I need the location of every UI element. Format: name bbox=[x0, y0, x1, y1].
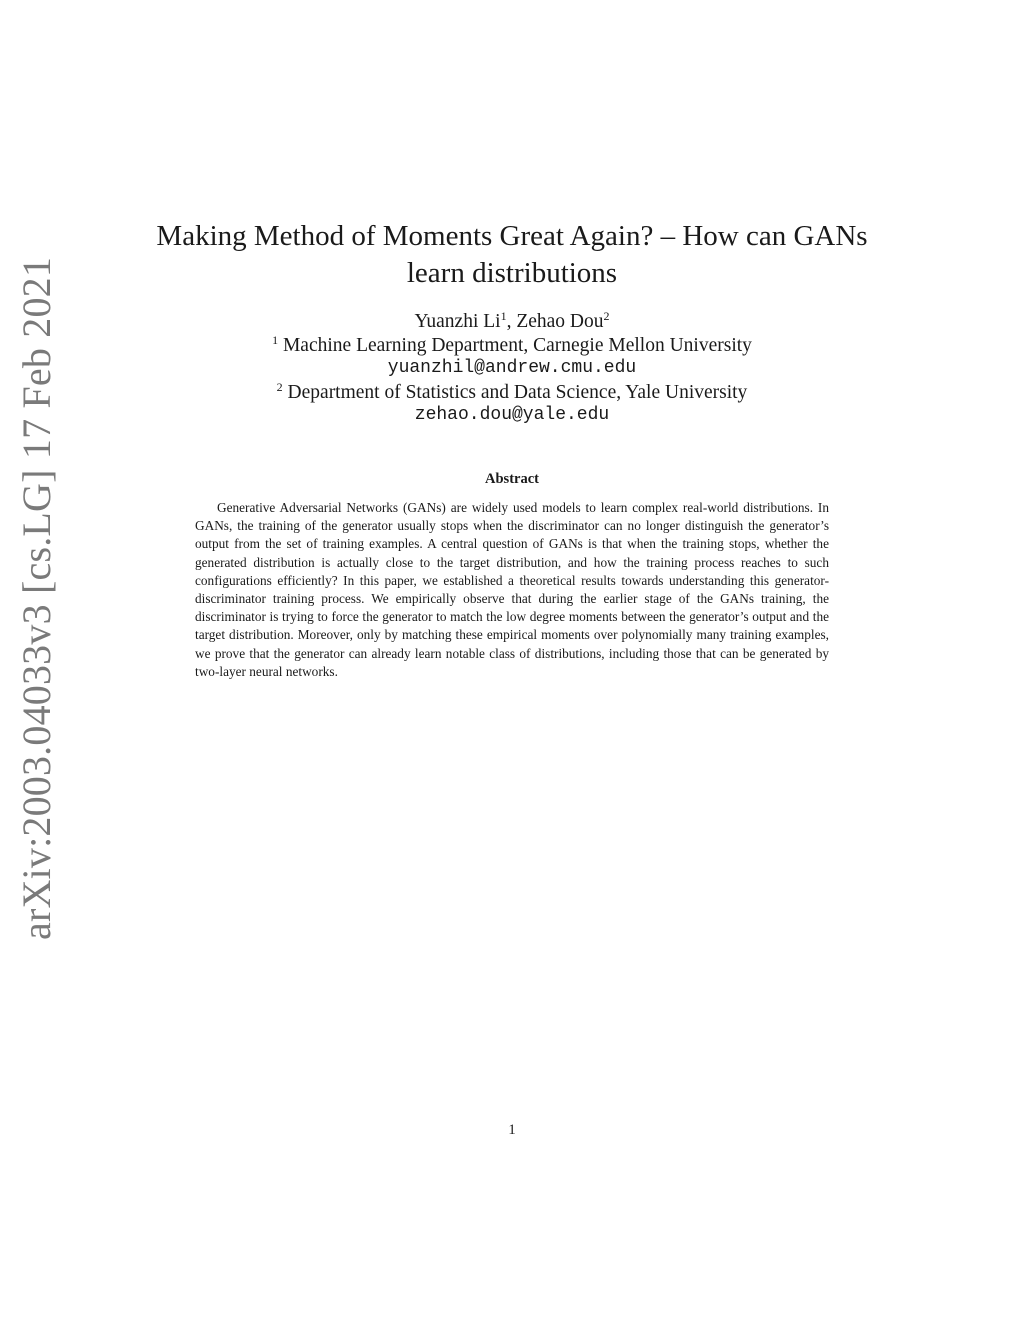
author-block bbox=[120, 310, 904, 428]
author-line bbox=[120, 310, 904, 334]
affiliation-2 bbox=[120, 381, 904, 405]
title-line-1: Making Method of Moments Great Again? – How can GANs bbox=[156, 220, 868, 252]
abstract-text: Generative Adversarial Networks (GANs) are widely used models to learn complex real-world distributions. In GANs, the training of the generator usually stops when the discriminator can no longer distinguish the generator’s output from the set of training examples. A central question of GANs is that when the training stops, whether the generated distribution is actually close to the target distribution, and how the training process reaches to such configurations efficiently? In this paper, we established a theoretical results towards understanding this generator-discriminator training process. We empirically observe that during the earlier stage of the GANs training, the discriminator is trying to force the generator to match the low degree moments between the generator’s output and the target distribution. Moreover, only by matching these empirical moments over polynomially many training examples, we prove that the generator can already learn notable class of distributions, including those that can be generated by two-layer neural networks. bbox=[195, 500, 829, 679]
affiliation-2-email[interactable]: zehao.dou@yale.edu bbox=[414, 405, 610, 425]
affiliation-2-name: Department of Statistics and Data Science, Yale University bbox=[287, 381, 748, 403]
author-separator: , bbox=[506, 311, 517, 332]
affiliation-1-name: Machine Learning Department, Carnegie Mellon University bbox=[282, 334, 752, 356]
abstract-heading: Abstract bbox=[485, 471, 539, 487]
author-2-mark: 2 bbox=[603, 309, 610, 323]
affiliation-2-mark: 2 bbox=[276, 379, 283, 394]
affiliation-1-email[interactable]: yuanzhil@andrew.cmu.edu bbox=[387, 358, 637, 378]
arxiv-stamp: arXiv:2003.04033v3 [cs.LG] 17 Feb 2021 bbox=[14, 256, 59, 940]
page-number: 1 bbox=[508, 1122, 516, 1138]
paper-title bbox=[120, 218, 904, 292]
author-2-name: Zehao Dou bbox=[516, 311, 604, 332]
author-1-name: Yuanzhi Li bbox=[414, 311, 501, 332]
affiliation-1 bbox=[120, 334, 904, 358]
author-1-mark: 1 bbox=[500, 309, 507, 323]
title-line-2: learn distributions bbox=[406, 257, 618, 289]
affiliation-1-mark: 1 bbox=[272, 332, 279, 347]
